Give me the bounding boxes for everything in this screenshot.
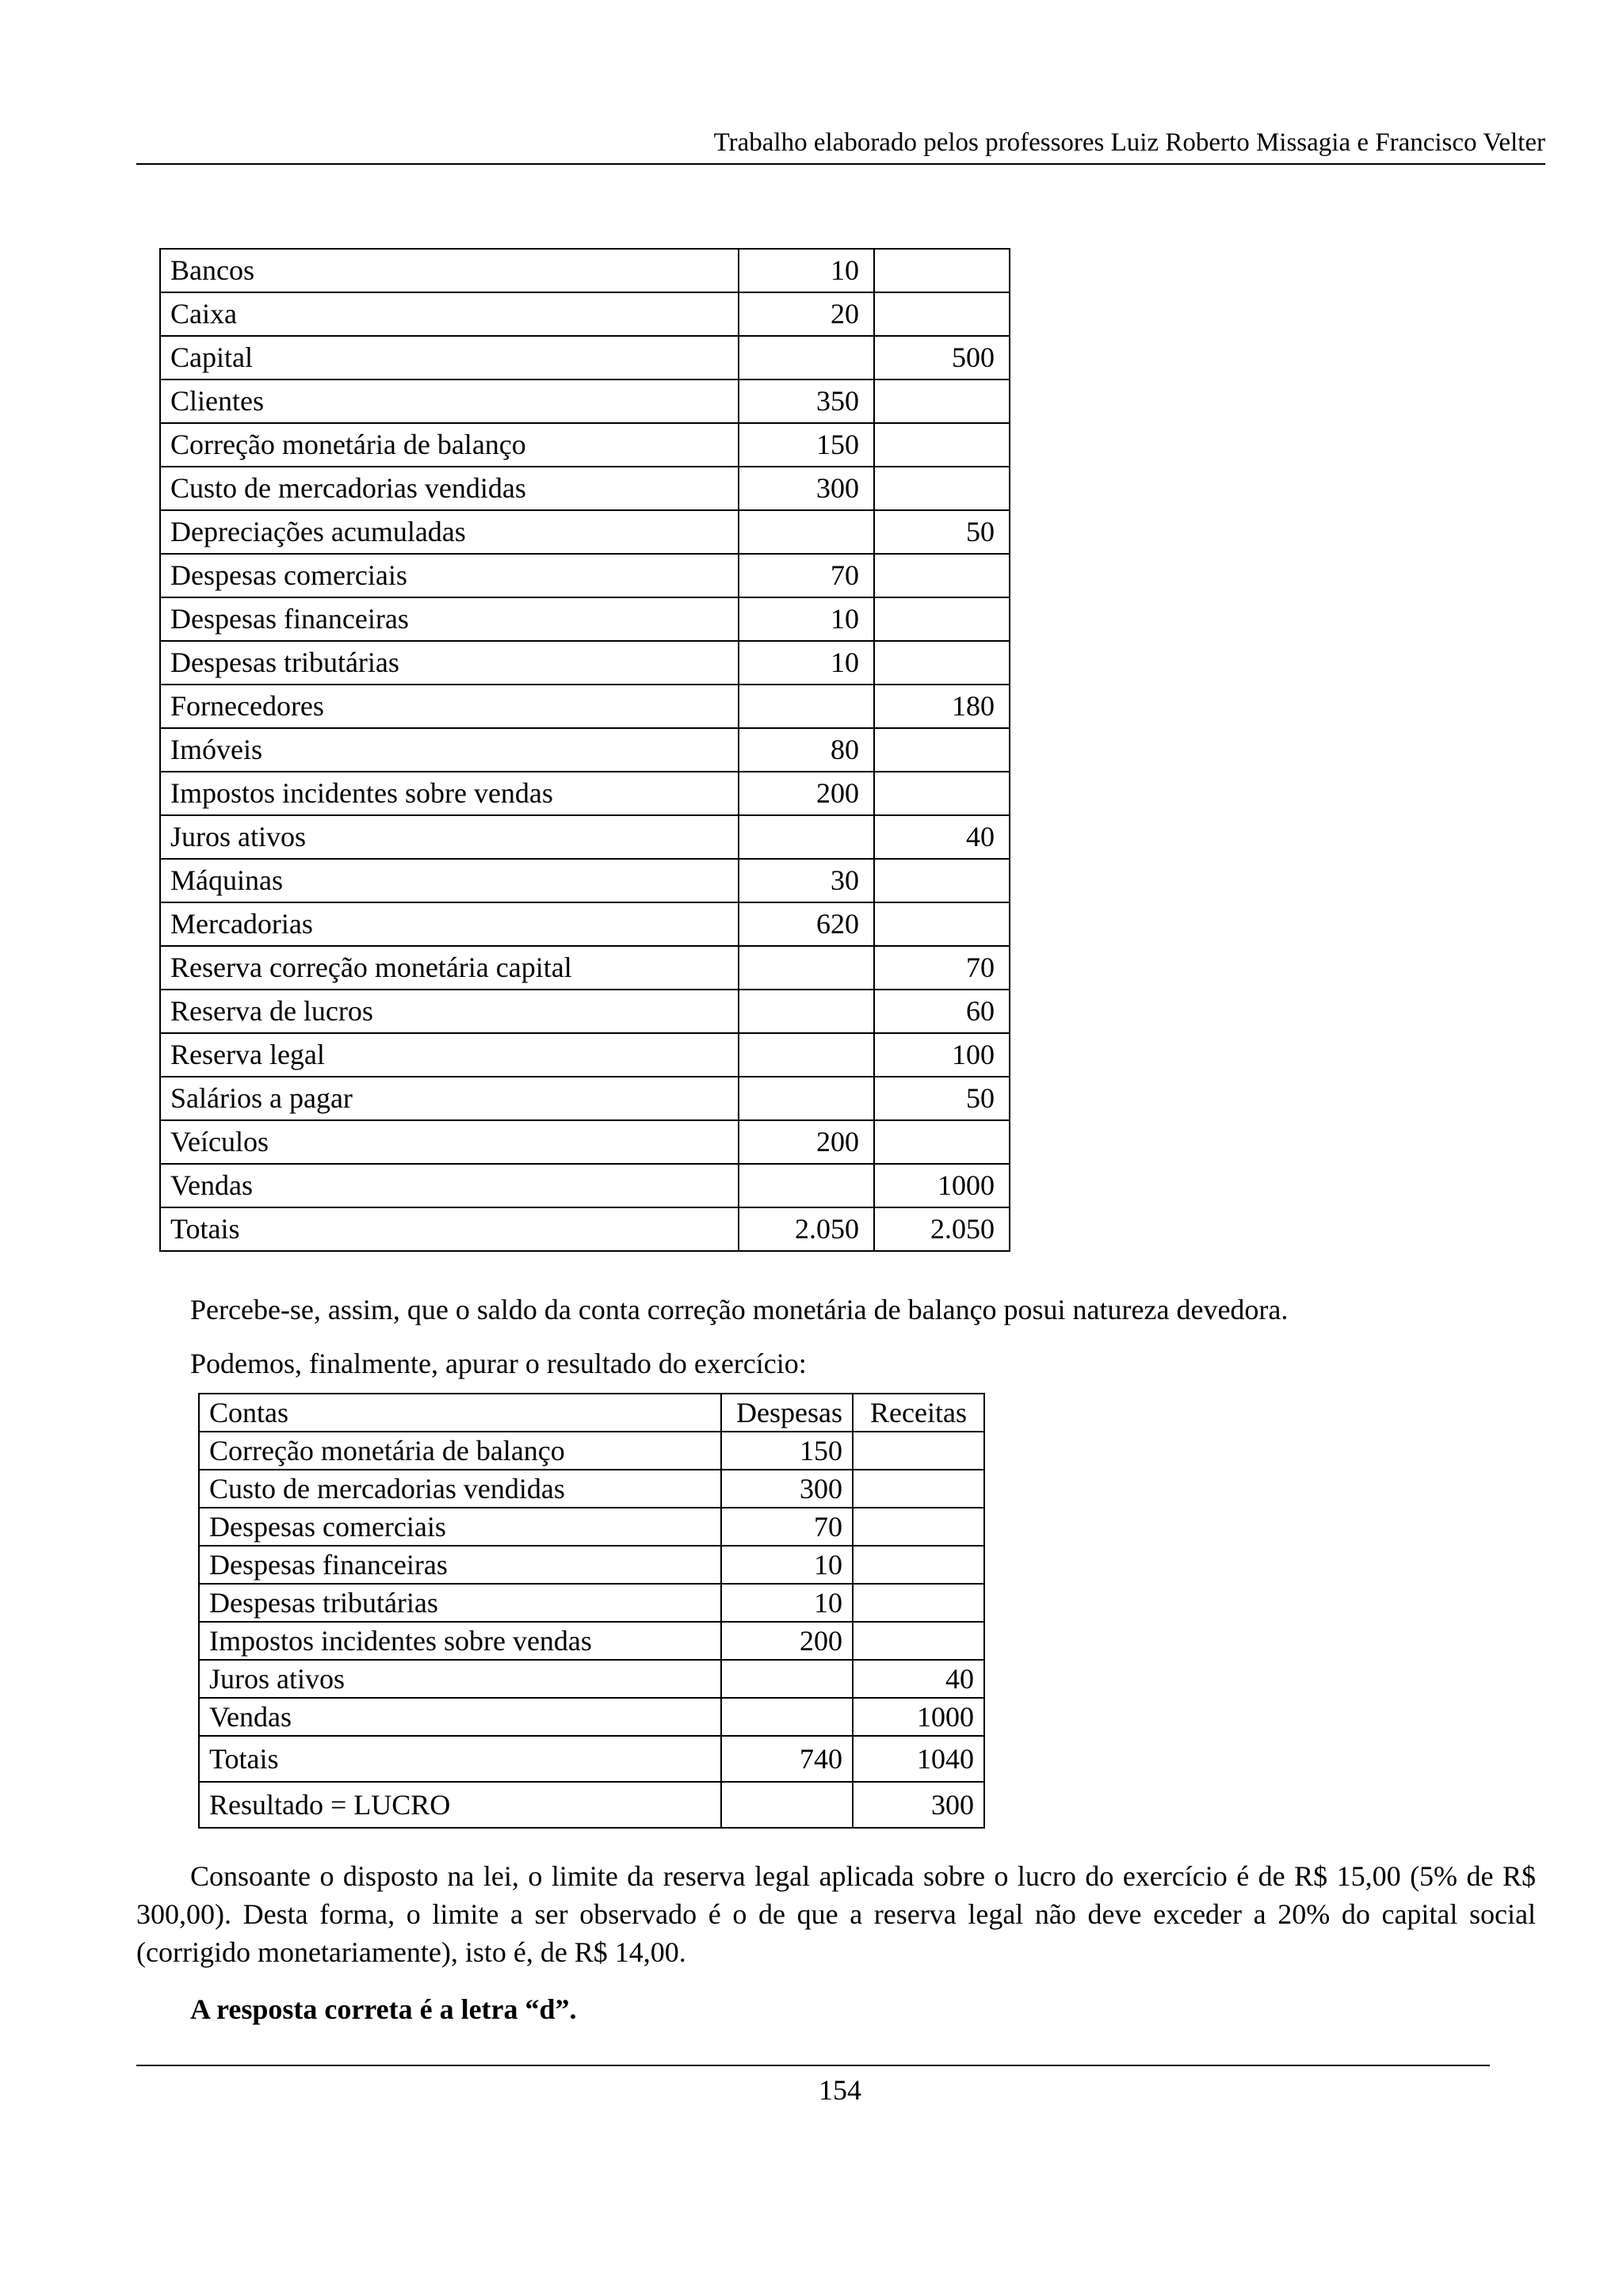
income-statement-table	[198, 1393, 985, 1829]
debit-cell	[739, 990, 874, 1033]
debit-cell: 10	[721, 1546, 853, 1584]
table-row	[160, 902, 1010, 946]
table-row	[199, 1782, 984, 1828]
credit-cell	[853, 1508, 984, 1546]
credit-cell: 500	[874, 336, 1010, 379]
account-name-cell: Correção monetária de balanço	[199, 1432, 721, 1470]
account-name-cell: Despesas financeiras	[160, 597, 739, 641]
paragraph-devedora: Percebe-se, assim, que o saldo da conta correção monetária de balanço posui natureza devedora.	[190, 1294, 1289, 1325]
credit-cell	[874, 859, 1010, 902]
credit-cell: 1000	[874, 1164, 1010, 1207]
credit-cell	[874, 772, 1010, 815]
debit-cell: 10	[739, 249, 874, 292]
account-name-cell: Veículos	[160, 1120, 739, 1164]
debit-cell: 10	[739, 641, 874, 685]
table-row	[160, 379, 1010, 423]
table-row	[160, 292, 1010, 336]
running-header: Trabalho elaborado pelos professores Luiz Roberto Missagia e Francisco Velter	[713, 128, 1545, 157]
account-name-cell: Fornecedores	[160, 685, 739, 728]
account-name-cell: Totais	[199, 1736, 721, 1782]
credit-cell	[874, 292, 1010, 336]
account-name-cell: Custo de mercadorias vendidas	[199, 1470, 721, 1508]
table-row	[160, 1164, 1010, 1207]
debit-cell: 300	[739, 467, 874, 510]
table-row	[199, 1546, 984, 1584]
debit-cell	[739, 336, 874, 379]
table-row	[199, 1508, 984, 1546]
credit-cell: 40	[874, 815, 1010, 859]
table-row	[199, 1470, 984, 1508]
credit-cell	[853, 1622, 984, 1660]
debit-cell: 70	[739, 554, 874, 597]
account-name-cell: Contas	[199, 1394, 721, 1432]
credit-cell	[874, 641, 1010, 685]
trial-balance-table	[159, 248, 1010, 1252]
debit-cell: 350	[739, 379, 874, 423]
table-row	[160, 1120, 1010, 1164]
debit-cell: 70	[721, 1508, 853, 1546]
debit-cell: 200	[739, 1120, 874, 1164]
credit-cell: 40	[853, 1660, 984, 1698]
account-name-cell: Impostos incidentes sobre vendas	[199, 1622, 721, 1660]
table-row	[199, 1660, 984, 1698]
credit-cell: 60	[874, 990, 1010, 1033]
debit-cell	[739, 1033, 874, 1077]
table-row	[199, 1432, 984, 1470]
debit-cell	[739, 510, 874, 554]
paragraph-reserva-legal: Consoante o disposto na lei, o limite da reserva legal aplicada sobre o lucro do exercício é de R$ 15,00 (5% de R$ 300,00). Desta forma, o limite a ser observado é o de que a reserva legal não deve exceder a 20% do capital social (corrigido monetariamente), isto é, de R$ 14,00.	[136, 1860, 1536, 1968]
credit-cell	[874, 554, 1010, 597]
credit-cell	[853, 1470, 984, 1508]
credit-cell	[874, 379, 1010, 423]
account-name-cell: Impostos incidentes sobre vendas	[160, 772, 739, 815]
account-name-cell: Custo de mercadorias vendidas	[160, 467, 739, 510]
debit-cell	[721, 1782, 853, 1828]
debit-cell: Despesas	[721, 1394, 853, 1432]
account-name-cell: Máquinas	[160, 859, 739, 902]
table-row	[160, 685, 1010, 728]
account-name-cell: Despesas financeiras	[199, 1546, 721, 1584]
table-row	[160, 510, 1010, 554]
debit-cell	[739, 685, 874, 728]
account-name-cell: Juros ativos	[199, 1660, 721, 1698]
credit-cell: 100	[874, 1033, 1010, 1077]
credit-cell	[874, 902, 1010, 946]
debit-cell	[739, 1077, 874, 1120]
credit-cell	[874, 423, 1010, 467]
account-name-cell: Vendas	[199, 1698, 721, 1736]
debit-cell	[721, 1698, 853, 1736]
debit-cell: 30	[739, 859, 874, 902]
table-row	[160, 336, 1010, 379]
table-row	[160, 554, 1010, 597]
credit-cell	[874, 728, 1010, 772]
header-rule	[136, 163, 1545, 165]
account-name-cell: Resultado = LUCRO	[199, 1782, 721, 1828]
credit-cell	[853, 1432, 984, 1470]
credit-cell	[874, 467, 1010, 510]
debit-cell	[721, 1660, 853, 1698]
account-name-cell: Mercadorias	[160, 902, 739, 946]
account-name-cell: Totais	[160, 1207, 739, 1251]
credit-cell: 50	[874, 510, 1010, 554]
debit-cell	[739, 815, 874, 859]
footer-rule	[136, 2065, 1490, 2066]
account-name-cell: Juros ativos	[160, 815, 739, 859]
credit-cell: 1000	[853, 1698, 984, 1736]
credit-cell	[874, 1120, 1010, 1164]
table-row	[160, 859, 1010, 902]
account-name-cell: Despesas comerciais	[160, 554, 739, 597]
account-name-cell: Clientes	[160, 379, 739, 423]
credit-cell	[874, 597, 1010, 641]
account-name-cell: Reserva correção monetária capital	[160, 946, 739, 990]
table-row	[160, 597, 1010, 641]
debit-cell: 620	[739, 902, 874, 946]
table-row	[160, 641, 1010, 685]
credit-cell	[874, 249, 1010, 292]
debit-cell: 20	[739, 292, 874, 336]
debit-cell: 150	[739, 423, 874, 467]
debit-cell: 200	[721, 1622, 853, 1660]
account-name-cell: Despesas tributárias	[160, 641, 739, 685]
account-name-cell: Imóveis	[160, 728, 739, 772]
debit-cell: 740	[721, 1736, 853, 1782]
account-name-cell: Salários a pagar	[160, 1077, 739, 1120]
table-row	[160, 1207, 1010, 1251]
table-header-row	[199, 1394, 984, 1432]
table-row	[160, 772, 1010, 815]
account-name-cell: Bancos	[160, 249, 739, 292]
account-name-cell: Caixa	[160, 292, 739, 336]
credit-cell: 50	[874, 1077, 1010, 1120]
credit-cell: 1040	[853, 1736, 984, 1782]
table-row	[199, 1736, 984, 1782]
debit-cell: 10	[721, 1584, 853, 1622]
table-row	[199, 1622, 984, 1660]
credit-cell: 180	[874, 685, 1010, 728]
debit-cell: 300	[721, 1470, 853, 1508]
table-row	[160, 815, 1010, 859]
credit-cell: 70	[874, 946, 1010, 990]
page-number: 154	[819, 2074, 861, 2106]
account-name-cell: Reserva de lucros	[160, 990, 739, 1033]
credit-cell: 300	[853, 1782, 984, 1828]
account-name-cell: Capital	[160, 336, 739, 379]
table-row	[160, 423, 1010, 467]
account-name-cell: Despesas comerciais	[199, 1508, 721, 1546]
table-row	[160, 467, 1010, 510]
debit-cell: 2.050	[739, 1207, 874, 1251]
table-row	[160, 1077, 1010, 1120]
credit-cell	[853, 1584, 984, 1622]
table-row	[199, 1584, 984, 1622]
account-name-cell: Depreciações acumuladas	[160, 510, 739, 554]
table-row	[160, 1033, 1010, 1077]
account-name-cell: Vendas	[160, 1164, 739, 1207]
debit-cell: 10	[739, 597, 874, 641]
table-row	[160, 728, 1010, 772]
credit-cell: 2.050	[874, 1207, 1010, 1251]
credit-cell	[853, 1546, 984, 1584]
debit-cell: 150	[721, 1432, 853, 1470]
account-name-cell: Despesas tributárias	[199, 1584, 721, 1622]
table-row	[160, 990, 1010, 1033]
debit-cell	[739, 1164, 874, 1207]
debit-cell	[739, 946, 874, 990]
table-row	[160, 946, 1010, 990]
debit-cell: 80	[739, 728, 874, 772]
account-name-cell: Reserva legal	[160, 1033, 739, 1077]
credit-cell: Receitas	[853, 1394, 984, 1432]
account-name-cell: Correção monetária de balanço	[160, 423, 739, 467]
answer-statement: A resposta correta é a letra “d”.	[190, 1993, 577, 2025]
table-row	[199, 1698, 984, 1736]
debit-cell: 200	[739, 772, 874, 815]
table-row	[160, 249, 1010, 292]
paragraph-apurar-resultado: Podemos, finalmente, apurar o resultado do exercício:	[190, 1348, 807, 1379]
